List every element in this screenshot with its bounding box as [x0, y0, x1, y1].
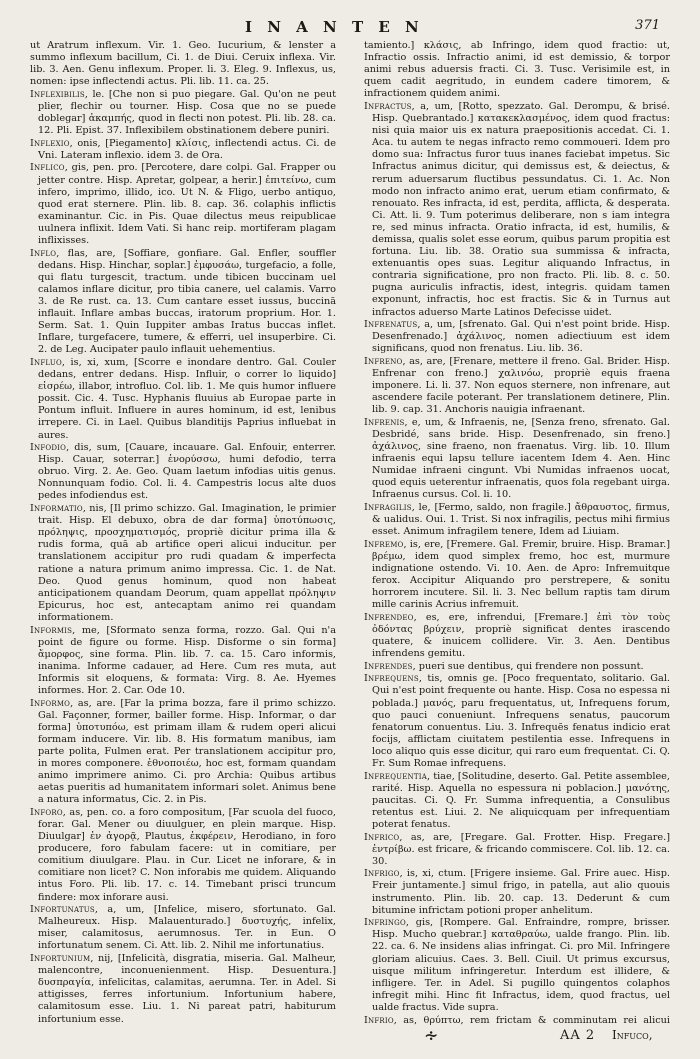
headword: Infortunium: [30, 953, 91, 965]
headword: Infortunatus: [30, 904, 95, 916]
headword: Informo: [30, 697, 71, 709]
entry-text: , le, [Fermo, saldo, non fragile.] ἄθραυστος, firmus, & ualidus. Oui. 1. Trist. Si nox infragilis, pectus mihi firmius esset. Animum infragilem tenere, Idem ad Liuiam.: [372, 502, 670, 538]
page-number: 371: [635, 18, 660, 33]
dictionary-entry: [30, 40, 336, 88]
headword: Infragilis: [364, 502, 412, 514]
entry-text: , onis, [Piegamento] κλίσις, inflectendi actus. Ci. de Vni. Lateram inflexio. idem 3. de Ora.: [38, 137, 336, 161]
page-header: [0, 14, 700, 38]
dictionary-entry: [30, 89, 336, 137]
headword: Infrenis: [364, 416, 405, 428]
page-footer: [0, 1024, 700, 1050]
dictionary-entry: [364, 539, 670, 612]
dictionary-entry: [30, 904, 336, 952]
entry-text: , as, are, [Fregare. Gal. Frotter. Hisp. Fregare.] ἐντρίβω. est fricare, & fricando commiscere. Col. lib. 12. ca. 30.: [372, 831, 670, 867]
entry-text: , es, ere, infrendui, [Fremare.] ἐπὶ τὸν τοὺς ὀδόντας βρύχειν, propriè significat dentes irascendo quatere, & inuicem collidere. Vir. 3. Aen. Dentibus infrendens gemitu.: [372, 611, 670, 660]
dictionary-entry: [30, 248, 336, 357]
headword: Infremo: [364, 538, 404, 550]
dictionary-entry: [364, 917, 670, 1014]
entry-text: , gis, pen. pro. [Percotere, dare colpi. Gal. Frapper ou jetter contre. Hisp. Apretar, golpear, a herir.] ἐπιτείνω, cum infero, imprimo, illido, ico. Ut N. & Fligo, uerbo antiquo, quod erat sternere. Plin. lib. 8. cap. 36. colaphis inflictis examinantur. Cic. in Pis. Quae dilectus meus reipublicae uulnera inflixit. Idem Vati. Si hanc reip. mortiferam plagam inflixisses.: [38, 162, 336, 246]
running-head: I N A N T E N: [245, 18, 424, 36]
headword: Infrigo: [364, 868, 400, 880]
entry-text: , is, ere, [Fremere. Gal. Fremir, bruire. Hisp. Bramar.] βρέμω, idem quod simplex fremo, hoc est, murmure indignatione ostendo. Vi. 10. Aen. de Apro: Infremuitque ferox. Accipitur Aliquando pro perstrepere, & sonitu horrorem incutere. Sil. li. 3. Nec bellum raptis tam dirum mille carinis Acrius infremuit.: [372, 538, 670, 611]
dictionary-entry: [30, 442, 336, 502]
dictionary-entry: [364, 612, 670, 660]
entry-text: , me, [Sformato senza forma, rozzo. Gal. Qui n'a point de figure ou forme. Hisp. Disforme o sin forma] ἄμορφος, sine forma. Plin. lib. 7. ca. 15. Caro informis, inanima. Informe cadauer, ad Here. Cum res muta, aut Informis sit eloquens, & formata: Virg. 8. Ae. Hyemes informes. Hor. 2. Car. Ode 10.: [38, 624, 336, 696]
headword: Infrio: [364, 1014, 394, 1025]
entry-text: , e, um, & Infraenis, ne, [Senza freno, sfrenato. Gal. Desbridé, sans bride. Hisp. Desenfrenado, sin freno.] ἀχάλινος, sine fraeno, non fraenatus. Virg. lib. 10. Illum infraenis equi lapsu tellure iacentem Idem 4. Aen. Hinc Numidae infraeni cingunt. Vbi Numidas infraenos uocat, quod equis ueterentur infraenatis, quos fola regebant uirga. Infraenus cursus. Col. li. 10.: [372, 416, 670, 501]
dictionary-entry: [30, 698, 336, 807]
headword: Informatio: [30, 503, 83, 515]
headword: Inflo: [30, 247, 57, 259]
entry-text: , dis, sum, [Cauare, incauare. Gal. Enfouir, enterrer. Hisp. Cauar, soterrar.] ἐνορύσσω, humi defodio, terra obruo. Virg. 2. Ae. Geo. Quam laetum infodias uitis genus. Nonnunquam fodio. Col. li. 4. Campestris locus alte duos pedes infodiendus est.: [38, 442, 336, 502]
headword: Infodio: [30, 442, 67, 454]
headword: Infrequens: [364, 673, 419, 685]
entry-text: , tiae, [Solitudine, deserto. Gal. Petite assemblee, rarité. Hisp. Aquella no espessura ni poblacion.] μανότης, paucitas. Ci. Q. Fr. Summa infrequentia, a Consulibus retentus est. Liui. 2. Ne aliquicquam per infrequentiam poterat fenatus.: [372, 770, 670, 830]
headword: Inflexibilis: [30, 88, 85, 100]
right-column: [364, 40, 670, 1025]
dictionary-entry: [30, 357, 336, 442]
headword: Infreno: [364, 355, 403, 367]
entry-text: , is, xi, ctum. [Frigere insieme. Gal. Frire auec. Hisp. Freir juntamente.] simul frigo, in patella, aut alio quouis instrumento. Plin. lib. 20. cap. 13. Dederunt & cum bitumine infrictam potioni proper anhelitum.: [372, 868, 670, 916]
dictionary-entry: [30, 503, 336, 624]
entry-text: , is, xi, xum, [Scorre e inondare dentro. Gal. Couler dedans, entrer dedans. Hisp. Influir, o correr lo liquido] εἰσρέω, illabor, introfluo. Col. lib. 1. Me quis humor influere possit. Cic. 4. Tusc. Hyphanis fluuius ab Europae parte in Pontum influit. Influere in aures hominum, id est, lenibus irrepere. Ci. in Lael. Quibus blanditijs Paprius influebat in aures.: [38, 356, 336, 441]
dictionary-entry: [364, 319, 670, 355]
entry-text: , flas, are, [Soffiare, gonfiare. Gal. Enfler, souffler dedans. Hisp. Hinchar, soplar.] ἐμφυσάω, turgefacio, a folle, qui flatu turgescit, tractum. unde tibicen buccinam uel calamos inflare dicitur, pro tibia canere, uel calamis. Varro 3. de Re rust. ca. 13. Cum cantare esset iussus, buccinā inflauit. Inflare ambas buccas, iratorum proprium. Hor. 1. Serm. Sat. 1. Quin Iuppiter ambas Iratus buccas inflet. Inflare, turgefacere, tumere, & efferri, uel insuperbire. Ci. 2. de Leg. Aucipater paulo inflauit uehementius.: [38, 247, 336, 356]
headword: Infractus: [364, 100, 412, 112]
entry-text: tamiento.] κλάσις, ab Infringo, idem quod fractio: ut, Infractio ossis. Infractio animi, id est demissio, & torpor animi rebus aduersis fracti. Ci. 3. Tusc. Verisimile est, in quem cadit aegritudo, in eundem cadere timorem, & infractionem quidem animi.: [364, 40, 670, 100]
entry-text: , nij, [Infelicità, disgratia, miseria. Gal. Malheur, malencontre, inconuenienment. Hisp. Desuentura.] δυσπραγία, infelicitas, calamitas, aerumna. Ter. in Adel. Si attigisses, ferres infortunium. Infortunium habere, calamitosum esse. Liu. 1. Ni pareat patri, habiturum infortunium esse.: [38, 953, 336, 1025]
dictionary-entry: [364, 502, 670, 538]
entry-text: , gis, [Rompere. Gal. Enfraindre, rompre, brisser. Hisp. Mucho quebrar.] καταθραύω, ualde frango. Plin. lib. 22. ca. 6. Ne insidens alias infringat. Ci. pro Mil. Infringere gloriam alicuius. Caes. 3. Bell. Ciuil. Ut primus excursus, uisque militum infringeretur. Interdum est illidere, & infligere. Ter. in Adel. Si pugillo quingentos colaphos infregit mihi. Hinc fit Infractus, idem, quod fractus, uel ualde fractus. Vide supra.: [372, 917, 670, 1013]
headword: Infrendes: [364, 660, 413, 672]
catchword: Infuco,: [612, 1028, 653, 1042]
dictionary-entry: [364, 356, 670, 416]
dictionary-entry: [30, 807, 336, 904]
headword: Infrendeo: [364, 611, 414, 623]
entry-text: , nis, [Il primo schizzo. Gal. Imagination, le primier trait. Hisp. El debuxo, obra de dar forma] ὑποτύπωσις, πρόληψις, προσχηματισμός, propriè dicitur prima illa & rudis forma, quā ab artifice operi alicui inducitur. per translationem accipitur pro rudi quadam & imperfecta ratione a natura primum animo impressa. Cic. 1. de Nat. Deo. Quod genus hominum, quod non habeat anticipationem quandam Deorum, quam appellat πρόληψιν Epicurus, hoc est, antecaptam animo rei quandam informationem.: [38, 503, 336, 623]
headword: Influo: [30, 356, 62, 368]
dictionary-entry: [30, 625, 336, 698]
ornament-mark: ∻: [424, 1026, 441, 1046]
headword: Infrequentia: [364, 770, 427, 782]
dictionary-entry: [364, 101, 670, 319]
entry-text: , as, are, [Frenare, mettere il freno. Gal. Brider. Hisp. Enfrenar con freno.] χαλινόω, propriè equis fraena imponere. Li. li. 37. Non equos sternere, non infrenare, aut ascendere facile poterant. Per translationem detinere, Plin. lib. 9. cap. 31. Anchoris nauigia infraenant.: [372, 355, 670, 416]
dictionary-entry: [364, 40, 670, 100]
dictionary-entry: [364, 661, 670, 673]
entry-text: , pueri sue dentibus, qui frendere non possunt.: [412, 660, 644, 672]
dictionary-entry: [30, 953, 336, 1025]
entry-text: , as, pen. co. a foro compositum, [Far scuola del fuoco, forar. Gal. Mener ou diuulguer, en plein marque. Hisp. Diuulgar] ἐν ἀγορᾷ, Plautus, ἐκφέρειν, Herodiano, in foro producere, foro fabulam facere: ut in comitiare, per comitium diuulgare. Plau. in Cur. Licet ne inforare, & in comitiare non licet? C. Non inforabis me quidem. Aliquando intus Foro. Pli. lib. 17. c. 14. Timebant prisci truncum findere: mox inforare ausi.: [38, 806, 336, 903]
headword: Inforo: [30, 806, 63, 818]
dictionary-entry: [364, 417, 670, 502]
signature-mark: AA 2: [560, 1028, 596, 1043]
entry-text: ut Aratrum inflexum. Vir. 1. Geo. Iucurium, & lenster a summo inflexum bacillum, Ci. 1. de Diui. Ceruix inflexa. Vir. lib. 3. Aen. Genu inflexum. Proper. li. 3. Eleg. 9. Inflexus, us, nomen: ipse inflectendi actus. Pli. lib. 11. ca. 25.: [30, 40, 336, 88]
entry-text: , a, um, [Rotto, spezzato. Gal. Derompu, & brisé. Hisp. Quebrantado.] κατακεκλασμένος, idem quod fractus: nisi quia maior uis ex natura praepositionis accedat. Ci. 1. Aca. tu autem te negas infracto remo commoueri. Idem pro domo sua: Infractus furor tuus inanes faciebat impetus. Sic Infractus animus dicitur, qui demissus est, & deiectus, & rerum aduersarum fluctibus pessundatus. Ci. 1. Ac. Non modo non infracto animo erat, uerum etiam confirmato, & renouato. Res infracta, id est, perdita, afflicta, & desperata. Ci. Att. li. 9. Tum poterimus deliberare, non s iam integra re, sed minus infracta. Oratio infracta, id est, humilis, & demissa, qualis solet esse eorum, quibus parum propitia est fortuna. Liu. lib. 38. Oratio sua summissa & infracta, extenuantis opes suas. Legitur aliquando Infractus, in contraria significatione, pro non fracto. Pli. lib. 8. c. 50. pugna auriculis infractis, idest, integris. quidam tamen exponunt, infractis, hoc est fractis. Sic & in Turnus aut infractos aduerso Marte Latinos Defecisse uidet.: [372, 100, 670, 318]
headword: Inflico: [30, 162, 65, 174]
headword: Infringo: [364, 917, 406, 929]
entry-text: , as, θρύπτω, rem frictam & comminutam rei alicui: [393, 1014, 670, 1025]
dictionary-entry: [364, 673, 670, 770]
headword: Infrenatus: [364, 319, 418, 331]
entry-text: , le. [Che non si puo piegare. Gal. Qu'on ne peut plier, flechir ou tourner. Hisp. Cosa que no se puede doblegar] ἀκαμπής, quod in flecti non potest. Pli. lib. 28. ca. 12. Pli. Epist. 37. Inflexibilem obstinationem debere puniri.: [38, 88, 336, 137]
entry-text: , a, um, [Infelice, misero, sfortunato. Gal. Malheureux. Hisp. Malauenturado.] δυστυχής, infelix, miser, calamitosus, aerumnosus. Ter. in Eun. O infortunatum senem. Ci. Att. lib. 2. Nihil me infortunatius.: [38, 904, 336, 952]
headword: Infrico: [364, 831, 400, 843]
entry-text: , a, um, [sfrenato. Gal. Qui n'est point bride. Hisp. Desenfrenado.] ἀχάλινος, nomen adiectiuum est idem significans, quod non frenatus. Liu. lib. 36.: [372, 319, 670, 355]
entry-text: , as, are. [Far la prima bozza, fare il primo schizzo. Gal. Façonner, former, bailler forme. Hisp. Informar, o dar forma] ὑποτυπόω, est primam illam & rudem operi alicui formam inducere. Vir. lib. 8. His formatum manibus, iam parte polita, Fulmen erat. Per translationem accipitur pro, in mores componere. ἐθνοποιέω, hoc est, formam quandam animo imprimere animo. Ci. pro Archia: Quibus artibus aetas pueritis ad humanitatem informari solet. Animus bene a natura informatus, Cic. 2. in Pis.: [38, 697, 336, 806]
dictionary-entry: [364, 868, 670, 916]
headword: Inflexio: [30, 137, 70, 149]
entry-text: , tis, omnis ge. [Poco frequentato, solitario. Gal. Qui n'est point frequente ou hante. Hisp. Cosa no espessa ni poblada.] μανός, paru frequentatus, ut, Infrequens forum, quo pauci conueniunt. Infrequens senatus, paucorum fenatorum conuentus. Liu. 3. Infrequēs fenatus indicio erat focijs, afflictam ciuitatem pestilentia esse. Infrequens in loco aliquo quis esse dicitur, qui raro eum frequentat. Ci. Q. Fr. Sum Romae infrequens.: [372, 673, 670, 770]
dictionary-entry: [30, 138, 336, 162]
left-column: [30, 40, 336, 1025]
dictionary-entry: [30, 162, 336, 247]
dictionary-entry: [364, 771, 670, 831]
headword: Informis: [30, 624, 73, 636]
dictionary-entry: [364, 832, 670, 868]
